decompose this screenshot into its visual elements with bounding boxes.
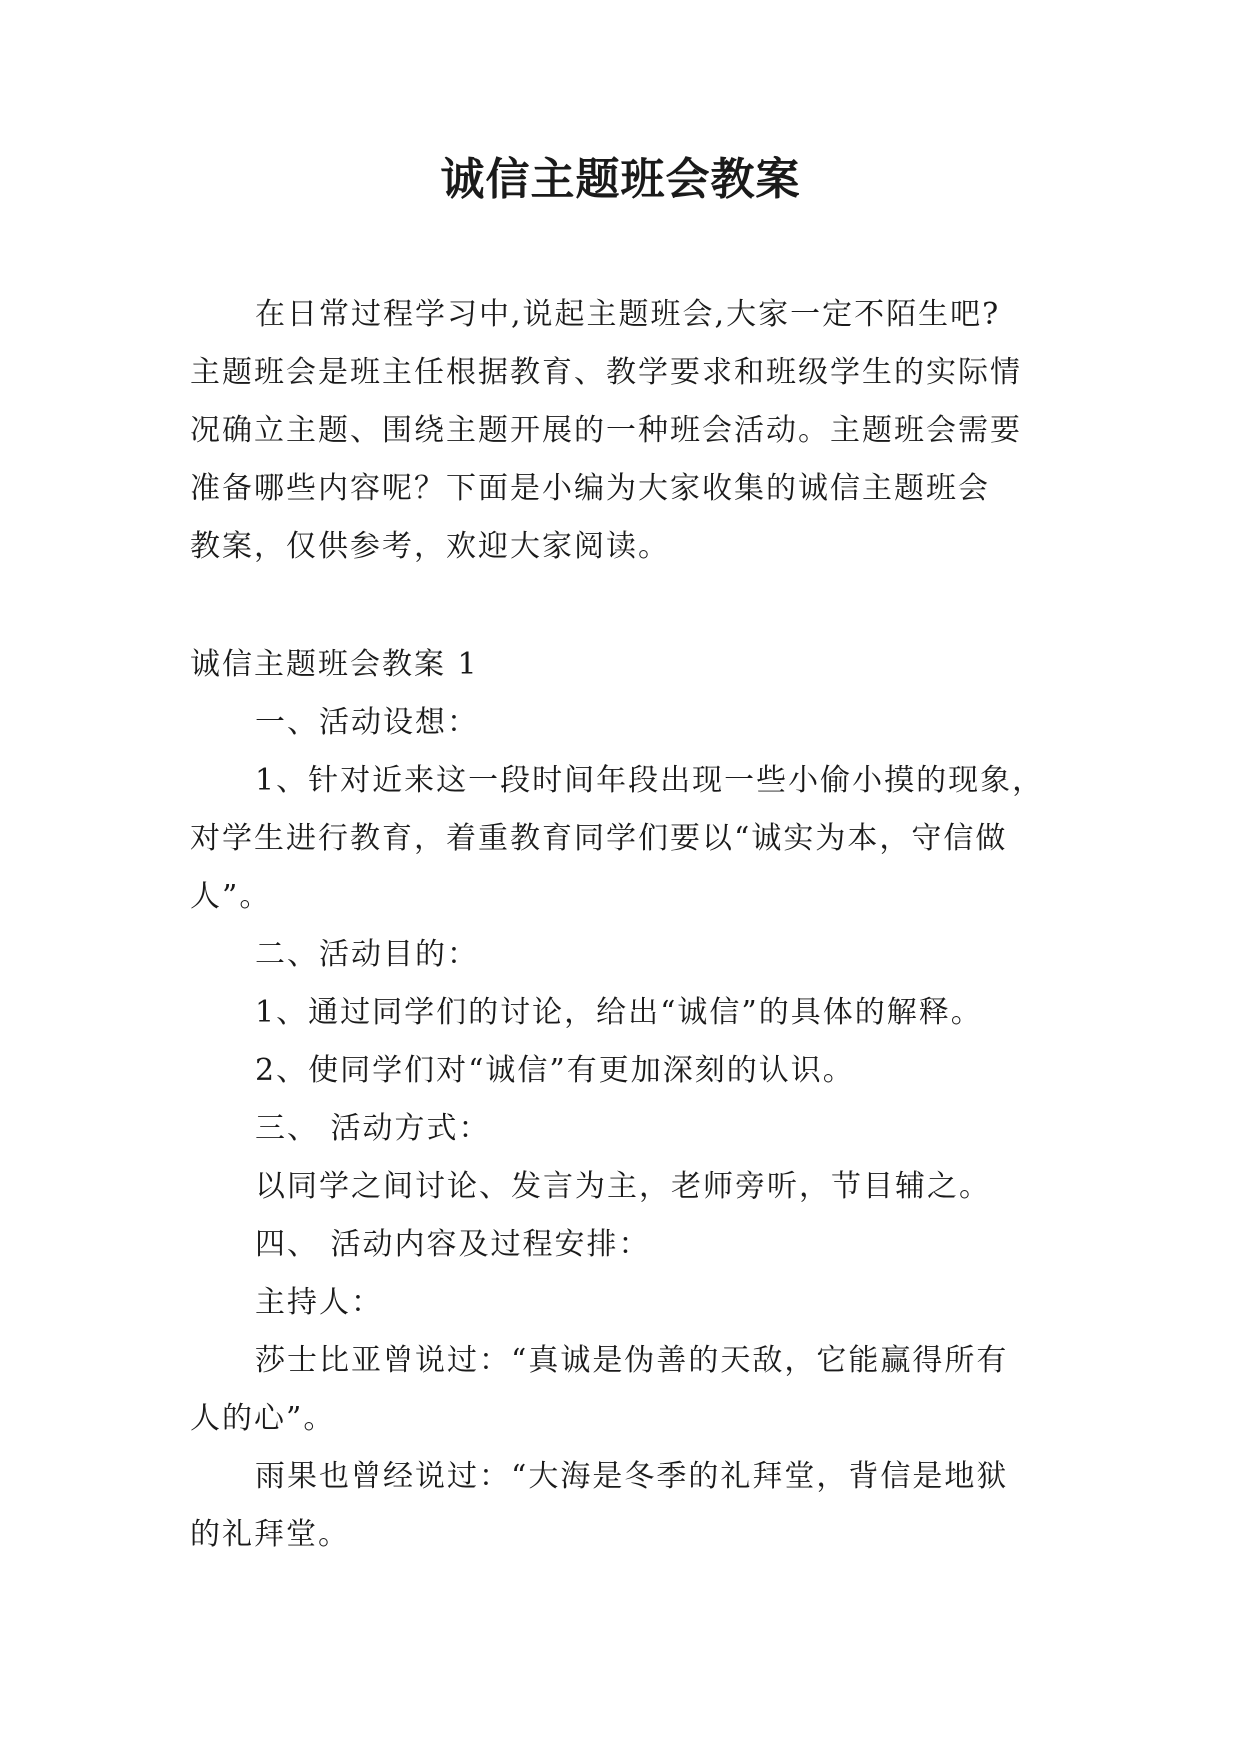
- intro-line: 在日常过程学习中,说起主题班会,大家一定不陌生吧?: [255, 297, 1001, 332]
- paragraph: 2、使同学们对“诚信”有更加深刻的认识。: [255, 1053, 855, 1088]
- paragraph: 以同学之间讨论、发言为主，老师旁听，节目辅之。: [255, 1169, 991, 1204]
- document-title: 诚信主题班会教案: [440, 154, 801, 205]
- paragraph: [190, 1332, 1060, 1448]
- intro-line: 教案，仅供参考，欢迎大家阅读。: [190, 529, 670, 564]
- paragraph-heading: 二、活动目的：: [255, 937, 479, 972]
- paragraph-line: 的礼拜堂。: [190, 1517, 350, 1552]
- paragraph-line: 1、针对近来这一段时间年段出现一些小偷小摸的现象，: [255, 763, 1045, 798]
- paragraph-line: 雨果也曾经说过：“大海是冬季的礼拜堂，背信是地狱: [255, 1459, 1009, 1494]
- paragraph-line: 人的心”。: [190, 1401, 336, 1436]
- paragraph-line: 人”。: [190, 879, 272, 914]
- paragraph: [190, 1448, 1060, 1564]
- paragraph-heading: 一、活动设想：: [255, 705, 479, 740]
- intro-line: 准备哪些内容呢？下面是小编为大家收集的诚信主题班会: [190, 471, 990, 506]
- paragraph-line: 莎士比亚曾说过：“真诚是伪善的天敌，它能赢得所有: [255, 1343, 1009, 1378]
- lesson-plan-content: [190, 636, 1060, 1564]
- section-title: 诚信主题班会教案 1: [190, 647, 479, 682]
- intro-line: 主题班会是班主任根据教育、教学要求和班级学生的实际情: [190, 355, 1022, 390]
- paragraph: [190, 752, 1060, 926]
- paragraph: 主持人：: [255, 1285, 383, 1320]
- intro-paragraph: [190, 286, 1060, 576]
- paragraph-heading: 四、 活动内容及过程安排：: [255, 1227, 651, 1262]
- paragraph-line: 对学生进行教育，着重教育同学们要以“诚实为本，守信做: [190, 821, 1008, 856]
- intro-line: 况确立主题、围绕主题开展的一种班会活动。主题班会需要: [190, 413, 1022, 448]
- paragraph-heading: 三、 活动方式：: [255, 1111, 491, 1146]
- paragraph: 1、通过同学们的讨论，给出“诚信”的具体的解释。: [255, 995, 983, 1030]
